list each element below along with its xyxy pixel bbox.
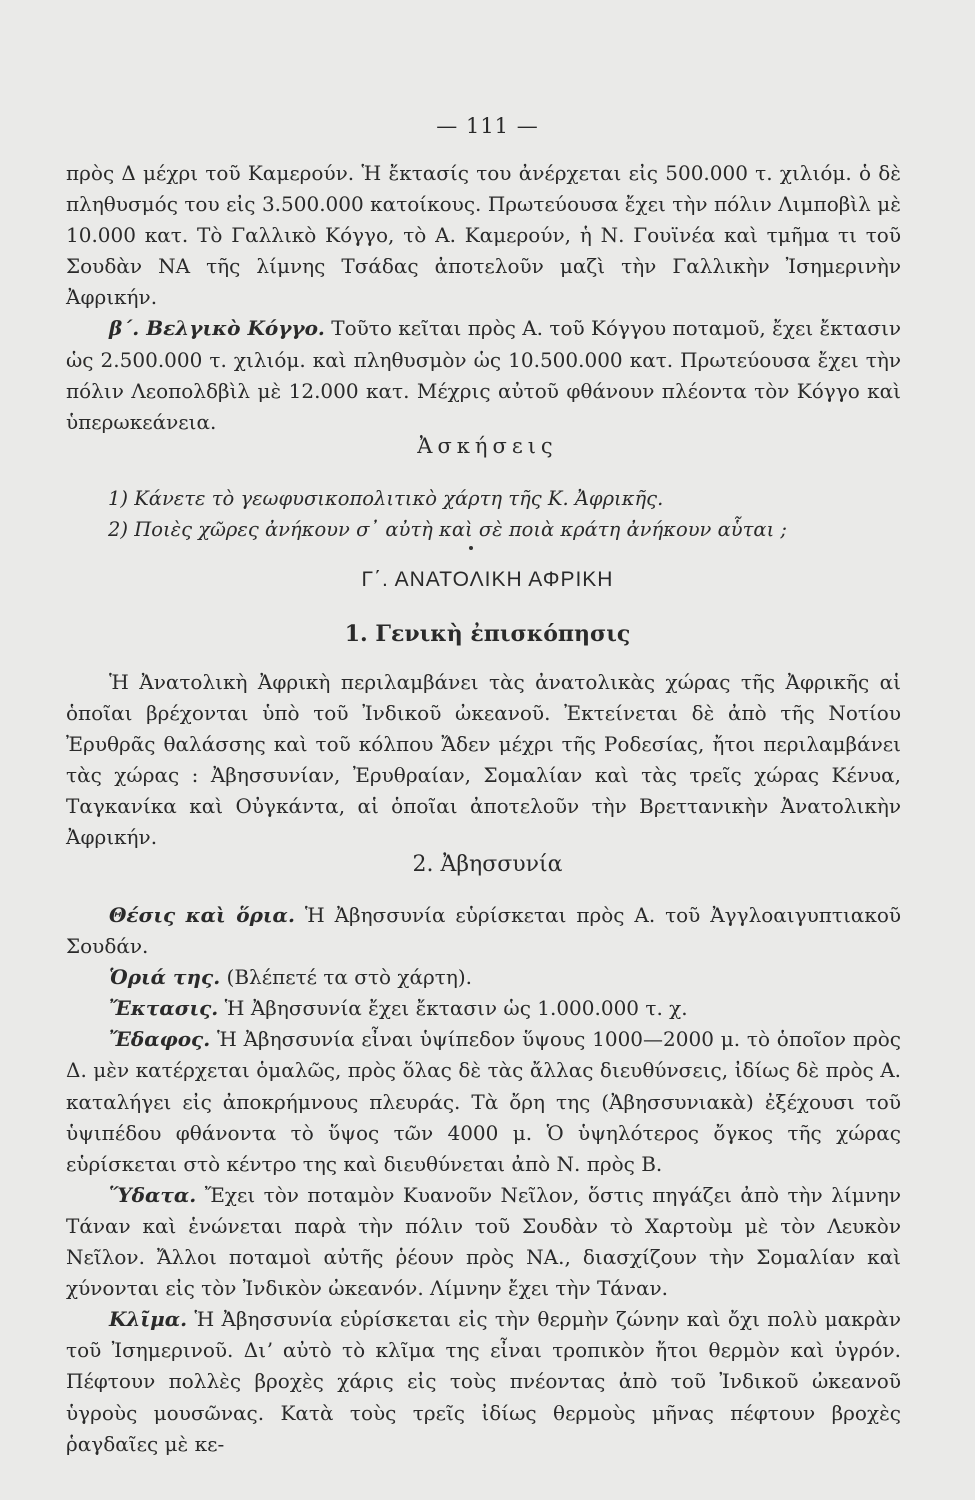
exercises-title: Ἀσκήσεις — [417, 434, 558, 458]
section-1-body — [66, 667, 901, 854]
entry-position-text: Ἡ Ἀβησσυνία εὑρίσκεται πρὸς Α. τοῦ Ἀγγλοαιγυπτιακοῦ Σουδάν. — [66, 903, 902, 959]
entry-area — [66, 993, 901, 1024]
entry-borders — [66, 962, 901, 993]
entry-borders-heading: Ὁριά της. — [109, 965, 221, 990]
entry-climate — [66, 1304, 901, 1459]
exercise-item-1: 1) Κάνετε τὸ γεωφυσικοπολιτικὸ χάρτη τῆς Κ. Ἀφρικῆς. — [108, 487, 664, 510]
entry-area-heading: Ἔκτασις. — [109, 996, 219, 1021]
section-1-title-text: 1. Γενικὴ ἐπισκόπησις — [344, 621, 631, 647]
page-number: — 111 — — [436, 114, 539, 138]
belgian-congo-text: Τοῦτο κεῖται πρὸς Α. τοῦ Κόγγου ποταμοῦ, ἔχει ἔκτασιν ὡς 2.500.000 τ. χιλιόμ. καὶ πληθυσμὸν ὡς 10.500.000 κατ. Πρωτεύουσα ἔχει τὴν πόλιν Λεοπολδβὶλ μὲ 12.000 κατ. Μέχρις αὐτοῦ φθάνουν πλέοντα τὸν Κόγγο καὶ ὑπερωκεάνεια. — [66, 316, 902, 434]
entry-position-heading: Θέσις καὶ ὅρια. — [109, 903, 295, 927]
entry-waters-text: Ἔχει τὸν ποταμὸν Κυανοῦν Νεῖλον, ὅστις πηγάζει ἀπὸ τὴν λίμνην Τάναν καὶ ἑνώνεται παρὰ τὴν πόλιν τοῦ Σουδὰν τὸ Χαρτοὺμ μὲ τὸν Λευκὸν Νεῖλον. Ἄλλοι ποταμοὶ αὐτῆς ῥέουν πρὸς ΝΑ., διασχίζουν τὴν Σομαλίαν καὶ χύνονται εἰς τὸν Ἰνδικὸν ὠκεανόν. Λίμνην ἔχει τὴν Τάναν. — [66, 1182, 902, 1301]
top-paragraph — [66, 158, 901, 438]
entry-waters-heading: Ὕδατα. — [109, 1182, 197, 1207]
section-1-paragraph: Ἡ Ἀνατολικὴ Ἀφρικὴ περιλαμβάνει τὰς ἀνατολικὰς χώρας τῆς Ἀφρικῆς αἱ ὁποῖαι βρέχονται ὑπὸ τοῦ Ἰνδικοῦ ὠκεανοῦ. Ἐκτείνεται δὲ ἀπὸ τῆς Νοτίου Ἐρυθρᾶς θαλάσσης καὶ τοῦ κόλπου Ἄδεν μέχρι τῆς Ροδεσίας, ἤτοι περιλαμβάνει τὰς χώρας : Ἀβησσυνίαν, Ἐρυθραίαν, Σομαλίαν καὶ τὰς τρεῖς χώρας Κένυα, Ταγκανίκα καὶ Οὐγκάντα, αἱ ὁποῖαι ἀποτελοῦν τὴν Βρεττανικὴν Ἀνατολικὴν Ἀφρικήν. — [66, 670, 901, 850]
entry-waters — [66, 1180, 901, 1304]
entry-terrain-heading: Ἔδαφος. — [109, 1027, 211, 1052]
entry-borders-text: (Βλέπετέ τα στὸ χάρτη). — [226, 965, 472, 990]
section-2-title: 2. Ἀβησσυνία — [412, 852, 563, 877]
section-2-body — [66, 900, 901, 1460]
section-1-title — [0, 621, 975, 647]
belgian-congo-paragraph — [66, 313, 901, 437]
entry-position — [66, 900, 901, 962]
french-equatorial-paragraph: πρὸς Δ μέχρι τοῦ Καμερούν. Ἡ ἔκτασίς του ἀνέρχεται εἰς 500.000 τ. χιλιόμ. ὁ δὲ πληθυσμός του εἰς 3.500.000 κατοίκους. Πρωτεύουσα ἔχει τὴν πόλιν Λιμποβὶλ μὲ 10.000 κατ. Τὸ Γαλλικὸ Κόγγο, τὸ Α. Καμερούν, ἡ Ν. Γουϊνέα καὶ τμῆμα τι τοῦ Σουδὰν ΝΑ τῆς λίμνης Τσάδας ἀποτελοῦν μαζὶ τὴν Γαλλικὴν Ἰσημερινὴν Ἀφρικήν. — [66, 161, 901, 310]
entry-terrain-text: Ἡ Ἀβησσυνία εἶναι ὑψίπεδον ὕψους 1000—2000 μ. τὸ ὁποῖον πρὸς Δ. μὲν κατέρχεται ὁμαλῶς, πρὸς ὅλας δὲ τὰς ἄλλας διευθύνσεις, ἰδίως δὲ πρὸς Α. καταλήγει εἰς ἀποκρήμνους πλευράς. Τὰ ὄρη της (Ἀβησσυνιακὰ) ἐξέχουσι τοῦ ὑψιπέδου φθάνοντα τὸ ὕψος τῶν 4000 μ. Ὁ ὑψηλότερος ὄγκος τῆς χώρας εὑρίσκεται στὸ κέντρο της καὶ διευθύνεται ἀπὸ Ν. πρὸς Β. — [66, 1027, 901, 1176]
chapter-title: Γ΄. ΑΝΑΤΟΛΙΚΗ ΑΦΡΙΚΗ — [361, 568, 614, 591]
entry-terrain — [66, 1024, 901, 1179]
exercise-item-2: 2) Ποιὲς χῶρες ἀνήκουν σ᾽ αὐτὴ καὶ σὲ ποιὰ κράτη ἀνήκουν αὗται ; — [108, 518, 788, 541]
belgian-congo-heading: β΄. Βελγικὸ Κόγγο. — [109, 316, 325, 341]
entry-area-text: Ἡ Ἀβησσυνία ἔχει ἔκτασιν ὡς 1.000.000 τ. χ. — [224, 996, 688, 1021]
entry-climate-heading: Κλῖμα. — [109, 1307, 188, 1332]
ink-dot — [469, 546, 473, 550]
entry-climate-text: Ἡ Ἀβησσυνία εὑρίσκεται εἰς τὴν θερμὴν ζώνην καὶ ὄχι πολὺ μακρὰν τοῦ Ἰσημερινοῦ. Διʼ αὐτὸ τὸ κλῖμα της εἶναι τροπικὸν ἤτοι θερμὸν καὶ ὑγρόν. Πέφτουν πολλὲς βροχὲς χάρις εἰς τοὺς πνέοντας ἀπὸ τοῦ Ἰνδικοῦ ὠκεανοῦ ὑγροὺς μουσῶνας. Κατὰ τοὺς τρεῖς ἰδίως θερμοὺς μῆνας πέφτουν βροχὲς ῥαγδαῖες μὲ κε- — [66, 1307, 901, 1456]
